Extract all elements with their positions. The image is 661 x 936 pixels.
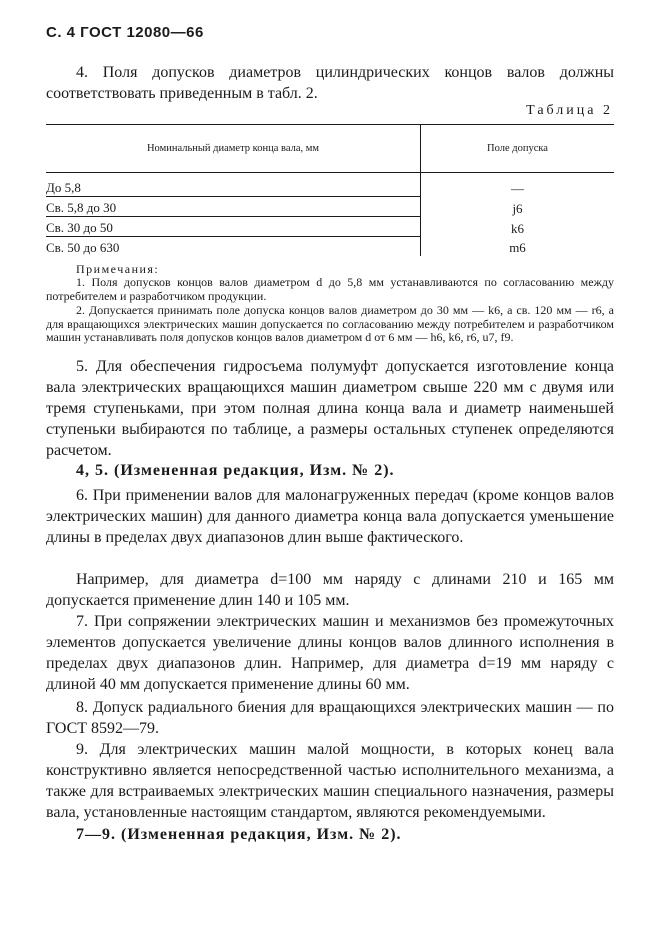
table-cell-tolerance: — xyxy=(511,180,524,196)
table-row xyxy=(46,237,614,257)
table-header-tolerance: Поле допуска xyxy=(421,125,615,173)
table-cell-diameter: Св. 5,8 до 30 xyxy=(46,197,421,217)
table-header-diameter: Номинальный диаметр конца вала, мм xyxy=(46,125,421,173)
table-row xyxy=(46,217,614,237)
revision-note-4-5: 4, 5. (Измененная редакция, Изм. № 2). xyxy=(76,462,395,479)
table-cell-diameter: Св. 30 до 50 xyxy=(46,217,421,237)
table-header-row xyxy=(46,125,614,173)
paragraph-9: 9. Для электрических машин малой мощности, в которых конец вала конструктивно является непосредственной частью исполнительного механизма, а также для встраиваемых электрических машин специального назначения, размеры вала, установленные настоящим стандартом, являются рекомендуемыми. xyxy=(46,741,614,821)
table-row xyxy=(46,197,614,217)
paragraph-7: 7. При сопряжении электрических машин и механизмов без промежуточных элементов допускается увеличение длины концов валов длинного исполнения в пределах двух диапазонов длин. Например, для диаметра d=19 мм наряду с длиной 40 мм допускается применение длины 60 мм. xyxy=(46,613,614,693)
table-caption: Таблица 2 xyxy=(526,103,613,118)
table-cell-diameter: До 5,8 xyxy=(46,173,421,197)
note-2: 2. Допускается принимать поле допуска концов валов диаметром до 30 мм — k6, а св. 120 мм — r6, а для вращающихся электрических машин допускается по согласованию между потребителем и разработчиком машин устанавливать поля допусков концов валов диаметром d от 6 мм — h6, k6, r6, u7, f9. xyxy=(46,303,614,344)
paragraph-4: 4. Поля допусков диаметров цилиндрических концов валов должны соответствовать приведенным в табл. 2. xyxy=(46,64,614,102)
table-cell-tolerance: j6 xyxy=(512,200,523,216)
revision-note-7-9: 7—9. (Измененная редакция, Изм. № 2). xyxy=(76,826,402,843)
table-cell-diameter: Св. 50 до 630 xyxy=(46,237,421,257)
notes-title: Примечания: xyxy=(76,262,160,276)
table-cell-tolerance: m6 xyxy=(509,240,526,255)
paragraph-8: 8. Допуск радиального биения для вращающихся электрических машин — по ГОСТ 8592—79. xyxy=(46,699,614,737)
table-cell-tolerance: k6 xyxy=(511,220,524,236)
table-row xyxy=(46,173,614,197)
tolerance-table xyxy=(46,124,614,256)
note-1: 1. Поля допусков концов валов диаметром d до 5,8 мм устанавливаются по согласованию между потребителем и разработчиком продукции. xyxy=(46,275,614,303)
paragraph-6-example: Например, для диаметра d=100 мм наряду с длинами 210 и 165 мм допускается применение длин 140 и 105 мм. xyxy=(46,571,614,609)
paragraph-5: 5. Для обеспечения гидросъема полумуфт допускается изготовление конца вала электрических вращающихся машин диаметром свыше 220 мм с двумя или тремя ступеньками, при этом полная длина конца вала и диаметр наименьшей ступеньки выбираются по таблице, а размеры остальных ступенек определяются расчетом. xyxy=(46,358,614,459)
page-header: С. 4 ГОСТ 12080—66 xyxy=(46,24,204,41)
paragraph-6: 6. При применении валов для малонагруженных передач (кроме концов валов электрических машин) для данного диаметра конца вала допускается уменьшение длины в пределах двух диапазонов длин выше фактического. xyxy=(46,487,614,546)
